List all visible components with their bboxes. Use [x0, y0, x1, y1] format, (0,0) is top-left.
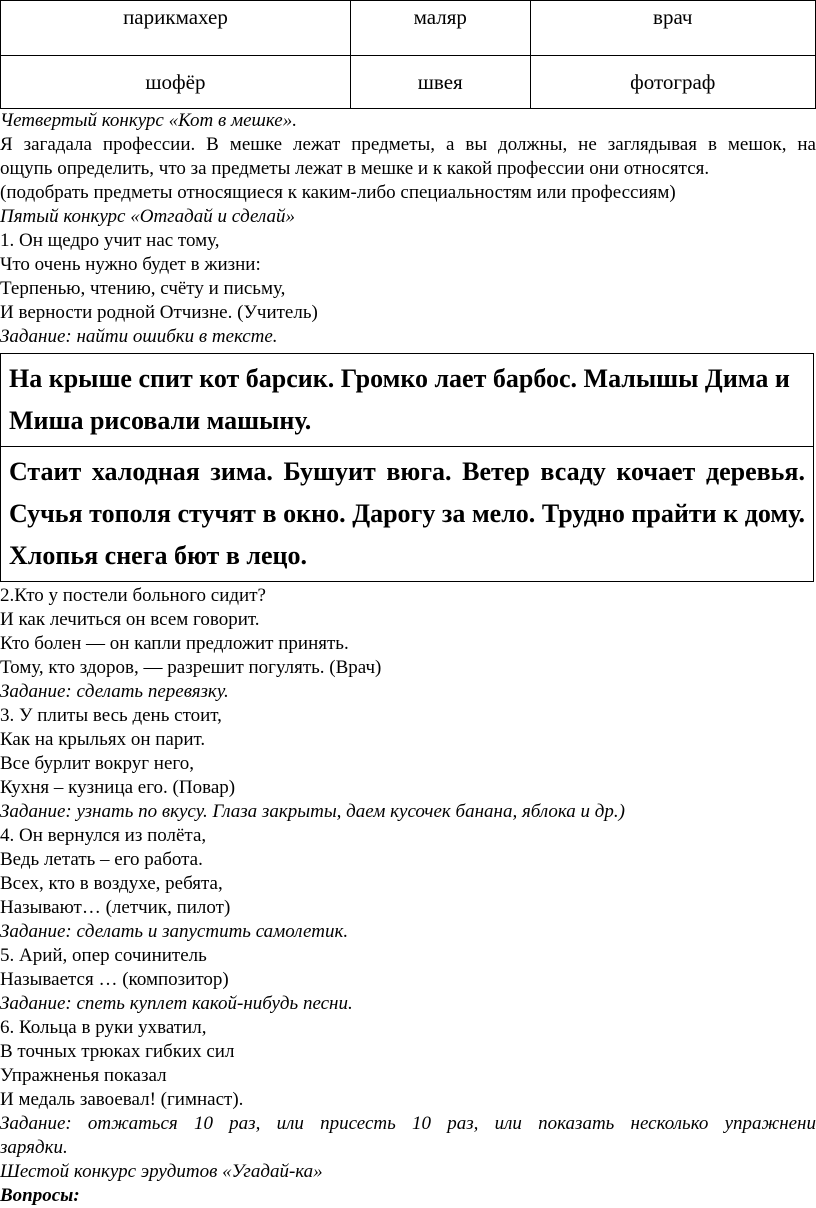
table-cell: шофёр — [1, 56, 351, 109]
contest-5-heading: Пятый конкурс «Отгадай и сделай» — [0, 206, 295, 227]
riddle-line: И как лечиться он всем говорит. — [0, 609, 260, 630]
riddle-line: Называют… (летчик, пилот) — [0, 897, 231, 918]
riddle-line: Кто болен — он капли предложит принять. — [0, 633, 349, 654]
riddle-line: Называется … (композитор) — [0, 969, 229, 990]
table-cell: швея — [350, 56, 530, 109]
professions-table — [0, 0, 816, 109]
error-text-box — [0, 353, 814, 582]
riddle-line: Все бурлит вокруг него, — [0, 753, 194, 774]
riddle-line: 3. У плиты весь день стоит, — [0, 705, 222, 726]
riddle-line: Как на крыльях он парит. — [0, 729, 206, 750]
task-line: Задание: сделать и запустить самолетик. — [0, 921, 349, 942]
paragraph-line: Я загадала профессии. В мешке лежат предметы, а вы должны, не заглядывая в мешок, на — [0, 134, 816, 155]
riddle-line: Всех, кто в воздухе, ребята, — [0, 873, 223, 894]
riddle-line: 5. Арий, опер сочинитель — [0, 945, 207, 966]
riddle-line: Упражненья показал — [0, 1065, 167, 1086]
task-line: Задание: спеть куплет какой-нибудь песни. — [0, 993, 353, 1014]
error-text-cell: Стаит халодная зима. Бушуит вюга. Ветер всаду кочает деревья. Сучья тополя стучят в окно. Дарогу за мело. Трудно прайти к дому. Хлопья снега бют в лецо. — [1, 446, 813, 581]
riddle-line: Тому, кто здоров, — разрешит погулять. (Врач) — [0, 657, 382, 678]
riddle-line: Ведь летать – его работа. — [0, 849, 203, 870]
riddle-line: 1. Он щедро учит нас тому, — [0, 230, 220, 251]
riddle-line: Терпенью, чтению, счёту и письму, — [0, 278, 286, 299]
riddle-line: Кухня – кузница его. (Повар) — [0, 777, 236, 798]
table-cell: фотограф — [530, 56, 815, 109]
task-line: Задание: найти ошибки в тексте. — [0, 326, 278, 347]
table-row — [1, 1, 816, 56]
task-line: зарядки. — [0, 1137, 68, 1158]
questions-heading: Вопросы: — [0, 1185, 80, 1206]
table-row — [1, 56, 816, 109]
riddle-line: И медаль завоевал! (гимнаст). — [0, 1089, 244, 1110]
contest-6-heading: Шестой конкурс эрудитов «Угадай-ка» — [0, 1161, 323, 1182]
riddle-line: 2.Кто у постели больного сидит? — [0, 585, 266, 606]
table-cell: врач — [530, 1, 815, 56]
table-cell: парикмахер — [1, 1, 351, 56]
riddle-line: 6. Кольца в руки ухватил, — [0, 1017, 207, 1038]
error-text-cell: На крыше спит кот барсик. Громко лает барбос. Малышы Дима и Миша рисовали машыну. — [9, 364, 790, 435]
contest-4-heading: Четвертый конкурс «Кот в мешке». — [0, 110, 297, 131]
riddle-line: И верности родной Отчизне. (Учитель) — [0, 302, 318, 323]
paragraph-line: (подобрать предметы относящиеся к каким-либо специальностям или профессиям) — [0, 182, 676, 203]
riddle-line: Что очень нужно будет в жизни: — [0, 254, 261, 275]
riddle-line: 4. Он вернулся из полёта, — [0, 825, 207, 846]
task-line: Задание: сделать перевязку. — [0, 681, 229, 702]
table-cell: маляр — [350, 1, 530, 56]
document-body — [0, 109, 816, 1208]
riddle-line: В точных трюках гибких сил — [0, 1041, 235, 1062]
task-line: Задание: узнать по вкусу. Глаза закрыты, даем кусочек банана, яблока и др.) — [0, 801, 625, 822]
task-line: Задание: отжаться 10 раз, или присесть 10 раз, или показать несколько упражнени — [0, 1113, 816, 1134]
paragraph-line: ощупь определить, что за предметы лежат в мешке и к какой профессии они относятся. — [0, 158, 710, 179]
